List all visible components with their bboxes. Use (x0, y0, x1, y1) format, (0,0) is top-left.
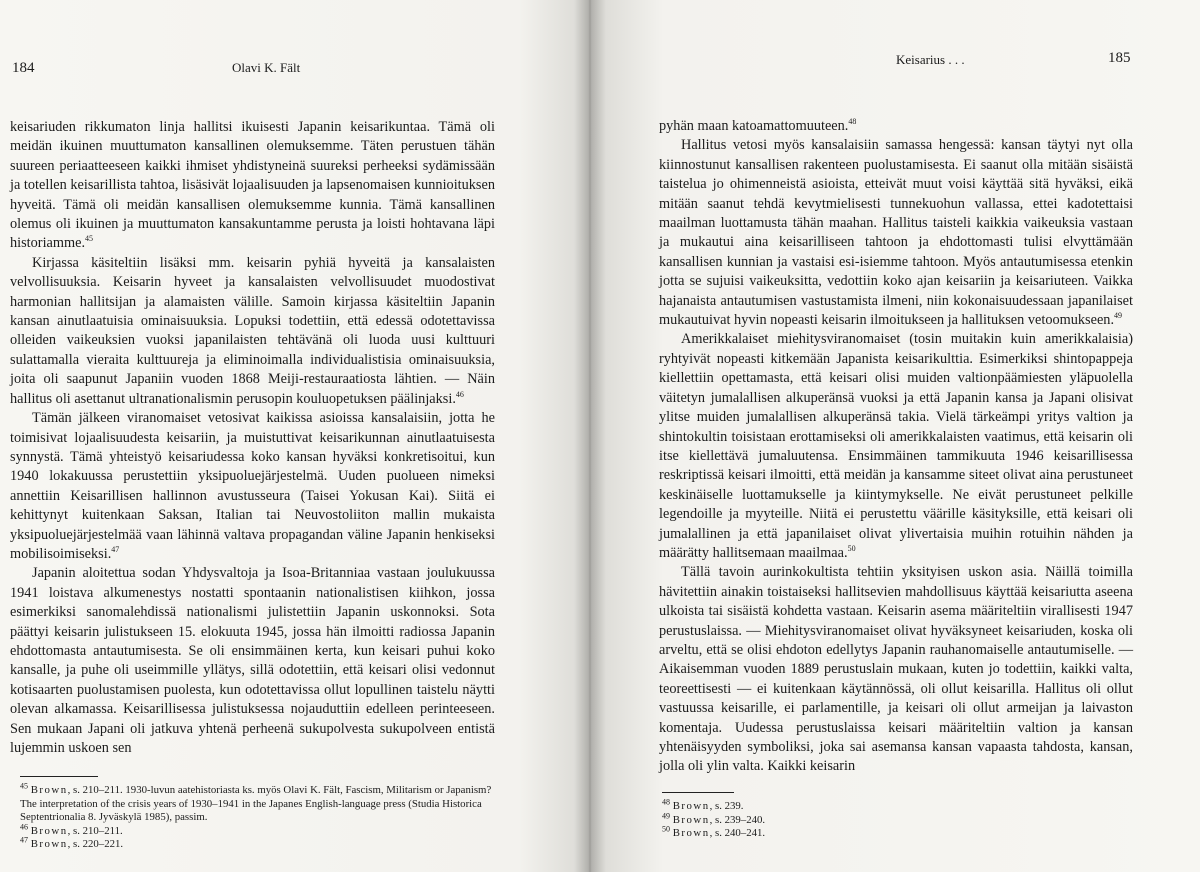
right-page (590, 0, 1200, 872)
left-paragraph-2: Kirjassa käsiteltiin lisäksi mm. keisarin pyhiä hyveitä ja kansalaisten velvollisuuksia. Keisarin hyveet ja kansalaisten velvollisuudet muodostivat harmonian hallitsijan ja alamaisten välille. Samoin kirjassa käsiteltiin Japanin kansan ainutlaatuisia ominaisuuksia. Lopuksi todettiin, että edessä odotettavissa olleiden vaikeuksien vuoksi japanilaisten tehtävänä oli luoda uusi kulttuuri sulattamalla vieraita kulttuureja ja eliminoimalla individualistisia ominaisuuksia, joita oli saapunut Japaniin vuoden 1868 Meiji-restauraatiosta lähtien. — Näin hallitus oli asettanut ultranationalismin perusopin kouluopetuksen päälinjaksi.$^{46}$ (10, 254, 495, 407)
right-paragraph-4: Tällä tavoin aurinkokultista tehtiin yksityisen uskon asia. Näillä toimilla hävitettiin ainakin toistaiseksi hallitsevien mahdollisuus käyttää keisariutta aseena ulkoista tai sisäistä kohdetta vastaan. Keisarin asema määriteltiin virallisesti 1947 perustuslaissa. — Miehitysviranomaiset olivat hyväksyneet keisariuden, koska oli arveltu, että se olisi ehdoton edellytys Japanin rauhanomaiselle antautumiselle. — Aikaisemman vuoden 1889 perustuslain mukaan, kuten jo todettiin, kaikki valta, teoreettisesti — ei kuitenkaan käytännössä, oli ollut keisarilla. Hallitus oli ollut vastuussa keisarille, ei parlamentille, ja keisari oli ollut armeijan ja laivaston komentaja. Uudessa perustuslaissa keisari määriteltiin valtion ja kansan yhtenäisyyden symboliksi, joka sai asemansa kansan vapaasta tahdosta, kansan, jolla oli ylin valta. Kaikki keisarin (659, 564, 1133, 775)
footnote-ref-46: 46 (455, 389, 464, 399)
footnote-49: $^{49}$ Brown, s. 239–240. (662, 811, 766, 826)
right-paragraph-2: Hallitus vetosi myös kansalaisiin samassa hengessä: kansan täytyi nyt olla kiinnostunut kansallisen rakenteen puolustamisesta. Ei saanut olla mitään sisäistä taistelua jo ohimenneistä asioista, etteivät muut voisi käyttää sitä hyväksi, eikä mitään saanut tehdä kevytmielisesti tunnekuohun vallassa, ettei kadotettaisi maailman luottamusta tähän maahan. Hallitus taisteli kaikkia vaikeuksia vastaan ja mukautui aina keisarilliseen tahtoon ja ehdottomasti tulisi elvyttämään kansallisen kunnian ja vastaisi esi-isiemme tahtoon. Myös antautumisessa etenkin jotta se sujuisi vaikeuksitta, vedottiin koko ajan keisariin ja keisariuteen. Vaikka hajanaista antautumisen vastustamista ilmeni, niin kokonaisuudessaan japanilaiset mukautuivat hyvin nopeasti keisarin ilmoitukseen ja hallituksen vetoomukseen.$^{49}$ (659, 137, 1133, 329)
left-paragraph-3: Tämän jälkeen viranomaiset vetosivat kaikissa asioissa kansalaisiin, jotta he toimisivat lojaalisuudesta keisariin, ja muistuttivat keisarikunnan ainutlaatuisesta synnystä. Tämä yhteistyö keisariudessa koko kansan hyväksi konkretisoitui, kun 1940 lokakuussa perustettiin yksipuoluejärjestelmä. Uuden puolueen nimeksi annettiin Keisarillisen hallinnon avustusseura (Taisei Yokusan Kai). Siitä ei kehittynyt kuitenkaan Saksan, Italian tai Neuvostoliiton mallin mukaista yksipuoluejärjestelmää vaan lähinnä valtava propagandan väline Japanin henkiseksi mobilisoimiseksi.$^{47}$ (10, 410, 495, 562)
left-body-text (10, 118, 495, 758)
right-footnotes (662, 797, 1132, 841)
footnote-47: $^{47}$ Brown, s. 220–221. (20, 835, 124, 851)
footnote-ref-48: 48 (848, 117, 857, 127)
left-page-number: 184 (12, 60, 35, 76)
right-paragraph-1: pyhän maan katoamattomuuteen.$^{48}$ (659, 117, 857, 134)
left-footnotes (20, 781, 500, 852)
left-paragraph-1: keisariuden rikkumaton linja hallitsi ikuisesti Japanin keisarikuntaa. Tämä oli meidän ikuinen muuttumaton kansallinen olemuksemme. Täten perustuen tähän suureen periaatteeseen kaikki ihmiset yhdistyneinä suureksi perheeksi sydämissään ja totellen keisarillista tahtoa, lisäsivät lojaalisuuden ja lapsenomaisen kunnioituksen hyveitä. Tämä oli meidän kansallisen olemuksemme kunnia. Tämä kansallinen olemus oli ikuinen ja muuttumaton kansakuntamme perusta ja loisti hohtavana läpi historiamme.$^{45}$ (10, 119, 495, 252)
footnote-ref-50: 50 (847, 544, 856, 554)
footnote-ref-47: 47 (111, 545, 120, 555)
left-page (0, 0, 590, 872)
footnote-ref-49: 49 (1114, 311, 1123, 321)
right-paragraph-3: Amerikkalaiset miehitysviranomaiset (tosin muitakin kuin amerikkalaisia) ryhtyivät nopeasti kitkemään Japanista keisarikulttia. Esimerkiksi shintopappeja kiellettiin opettamasta, että keisari olisi muiden valtionpäämiesten yläpuolella väitetyn jumalallisen alkuperänsä vuoksi ja että Japanin kansa ja Japani olisivat ylitse muiden jumalallisen alkuperänsä takia. Vielä tärkeämpi yritys valtion ja shintokultin toisistaan erottamiseksi oli amerikkalaisten vaatimus, että keisarin oli itse kiellettävä jumaluutensa. Ensimmäinen tammikuuta 1946 keisarillisessa reskriptissä keisari ilmoitti, että meidän ja kansamme siteet olivat aina perustuneet keskinäiselle luottamukselle ja kiintymykselle. Ne eivät perustuneet pelkille legendoille ja myyteille. Niitä ei perustettu väärille käsityksille, että keisari oli jumalallinen ja että japanilaiset olivat ylivertaisia muihin rotuihin nähden ja määrätty hallitsemaan maailmaa.$^{50}$ (659, 331, 1133, 561)
right-page-number: 185 (1108, 50, 1131, 66)
left-running-head: Olavi K. Fält (232, 60, 301, 75)
footnote-50: $^{50}$ Brown, s. 240–241. (662, 824, 766, 840)
right-body-text (659, 117, 1133, 777)
footnote-45: $^{45}$ Brown, s. 210–211. 1930-luvun aatehistoriasta ks. myös Olavi K. Fält, Fascism, Militarism or Japanism? The interpretation of the crisis years of 1930–1941 in the Japanes English-language press (Studia Historica Septentrionalia 8. Jyväskylä 1985), passim. (20, 781, 492, 824)
book-gutter (574, 0, 606, 872)
left-footnote-rule (20, 776, 98, 777)
left-paragraph-4: Japanin aloitettua sodan Yhdysvaltoja ja Isoa-Britanniaa vastaan joulukuussa 1941 loistava alkumenestys nostatti spontaanin nationalistisen kiihkon, jossa esimerkiksi sanomalehdissä nationalismi julistettiin Japanin uskonnoksi. Sota päättyi keisarin julistukseen 15. elokuuta 1945, jossa hän ilmoitti radiossa Japanin ehdottomasta antautumisesta. Se oli ensimmäinen kerta, kun keisari puhui koko kansalle, ja puhe oli useimmille yllätys, sillä odotettiin, että keisari olisi vedonnut kotisaarten puolustamisen puolesta, kun odotettavissa ollut lopullinen taistelu näytti olevan alkamassa. Keisarillisessa julistuksessa nojauduttiin edelleen perinteeseen. Sen mukaan Japani oli jatkuva yhtenä perheenä sukupolvesta sukupolveen entistä lujemmin uskoen sen (10, 565, 495, 756)
right-running-head: Keisarius . . . (896, 52, 965, 67)
footnote-46: $^{46}$ Brown, s. 210–211. (20, 822, 123, 837)
footnote-ref-45: 45 (85, 234, 94, 244)
footnote-48: $^{48}$ Brown, s. 239. (662, 797, 744, 812)
right-footnote-rule (662, 792, 734, 793)
